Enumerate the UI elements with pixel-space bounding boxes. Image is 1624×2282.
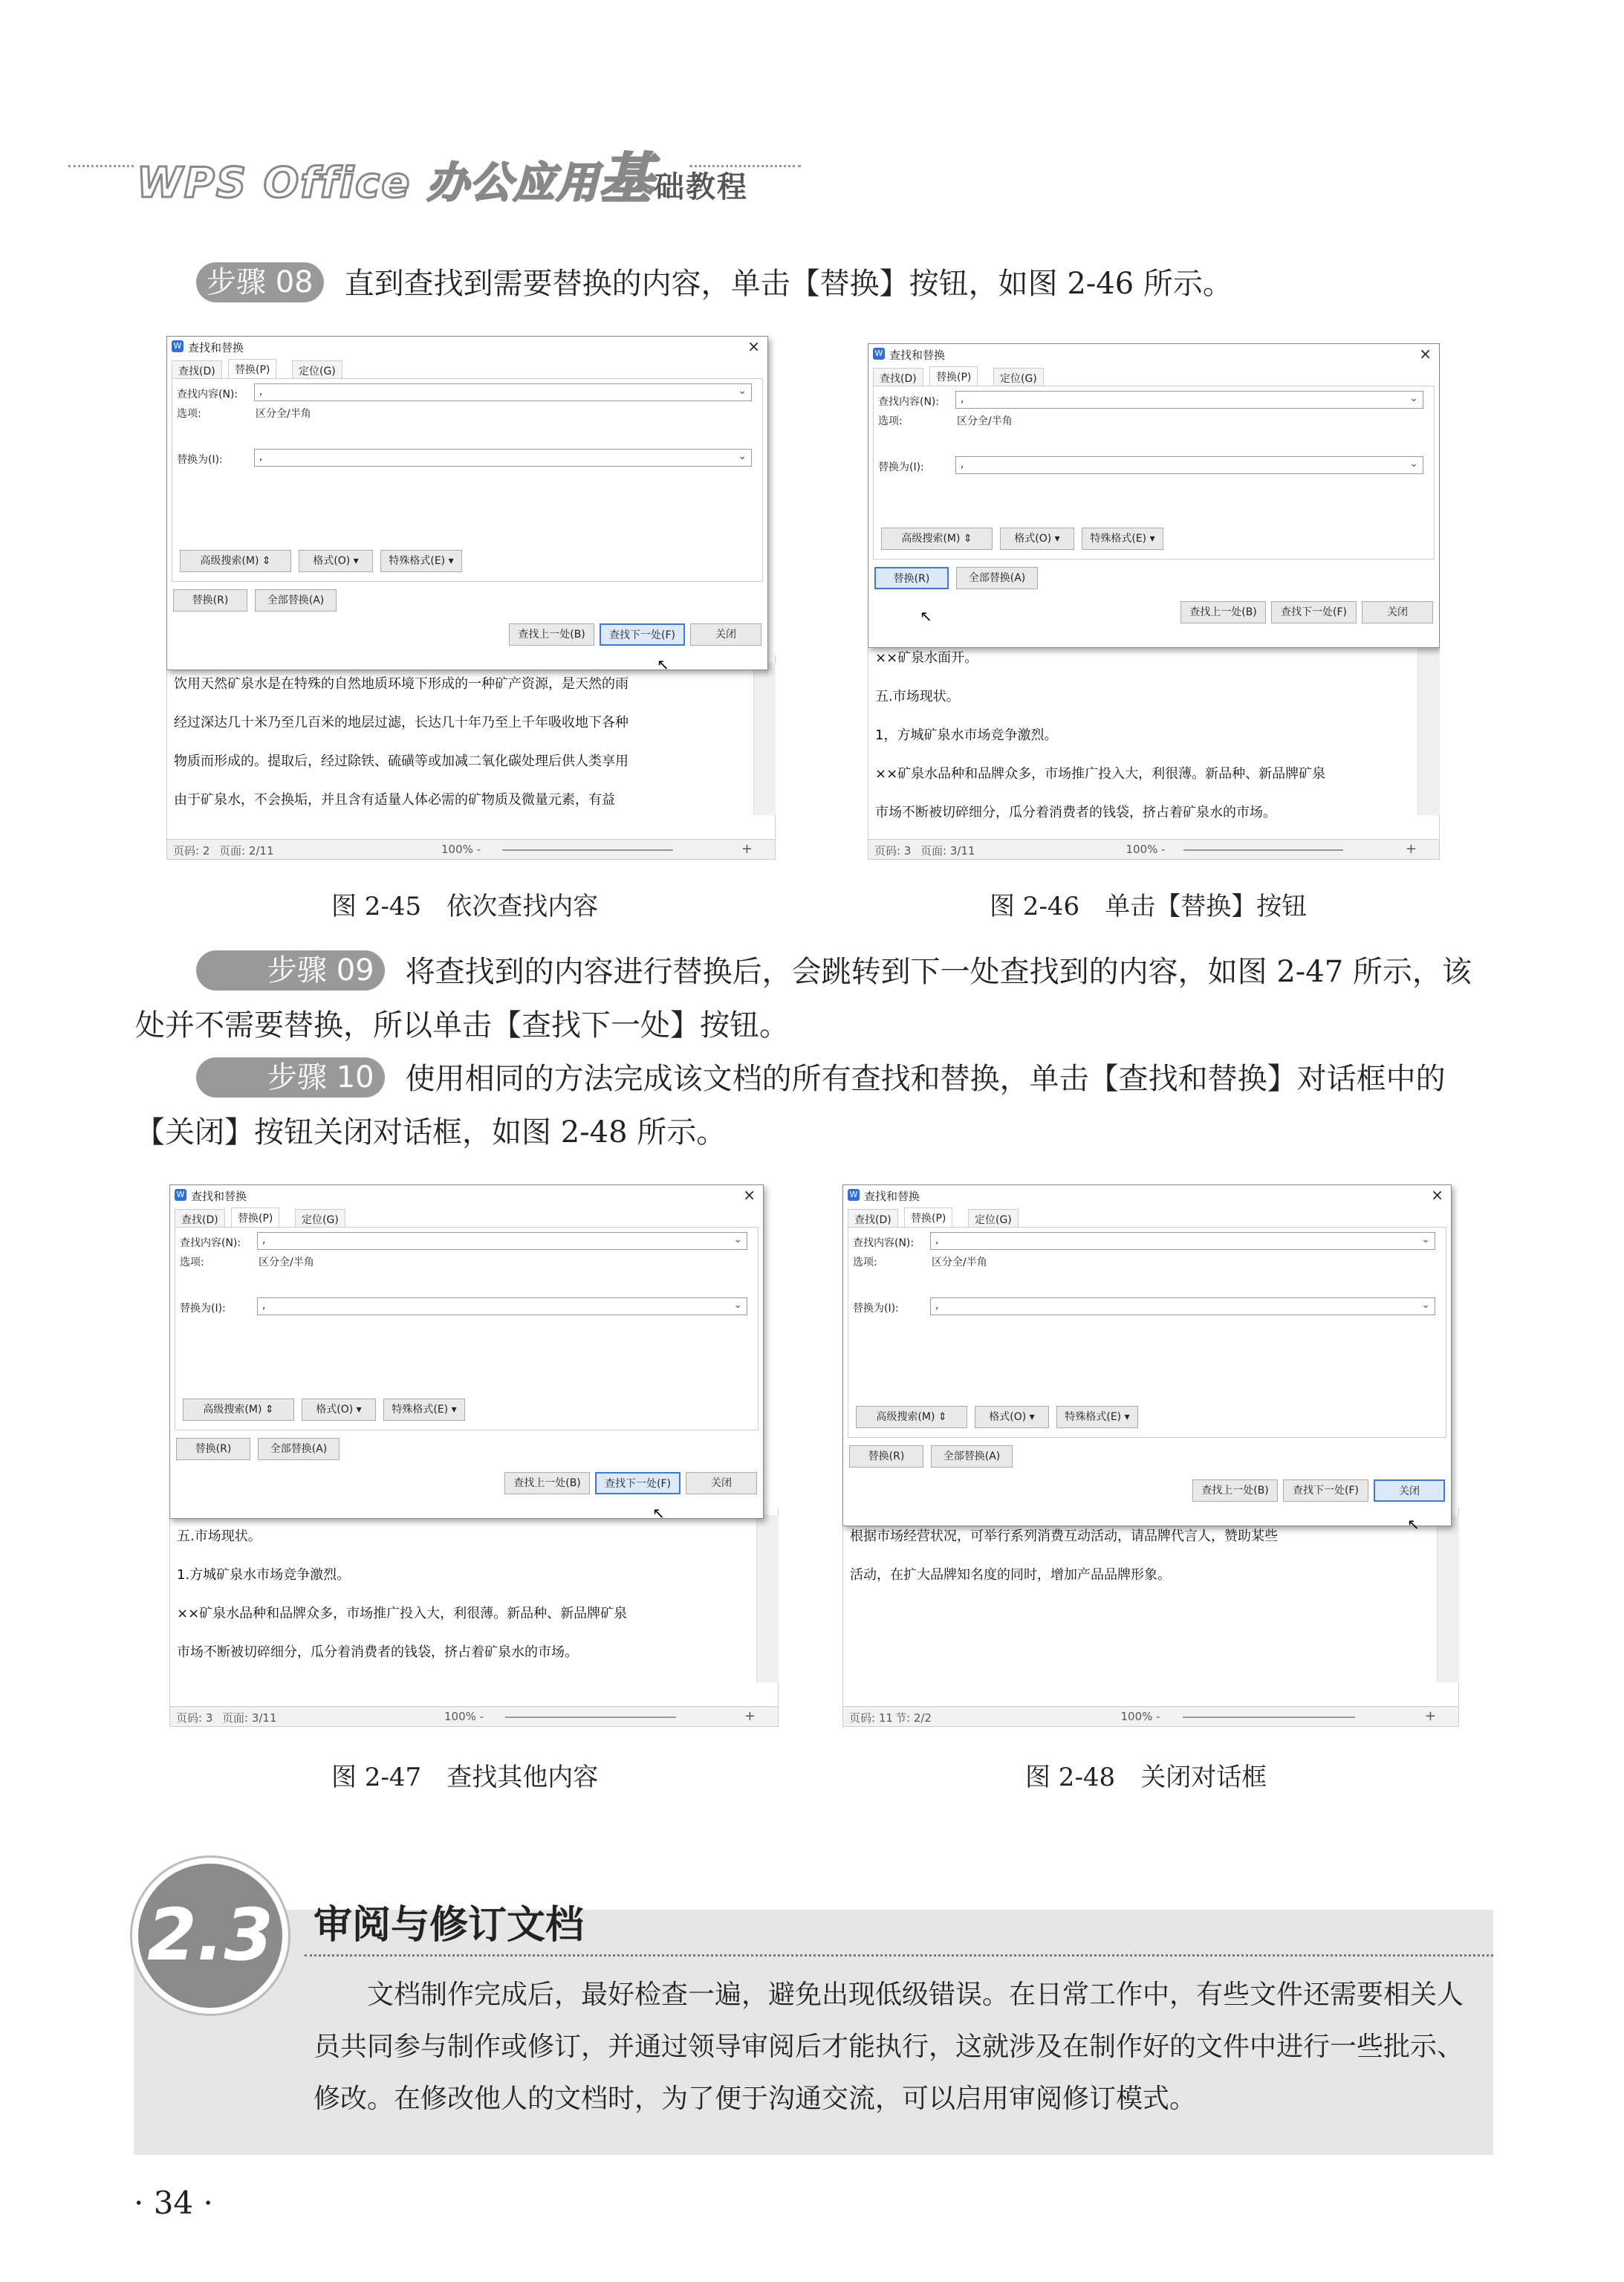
wps-app-icon: W — [175, 1189, 186, 1201]
find-next-button[interactable]: 查找下一处(F) — [595, 1472, 681, 1494]
figure-2-48-caption: 图 2-48 关闭对话框 — [1025, 1763, 1267, 1792]
status-zoom[interactable]: 100% - — [1126, 843, 1166, 856]
document-line: 饮用天然矿泉水是在特殊的自然地质环境下形成的一种矿产资源，是天然的雨 — [174, 676, 629, 692]
replace-label: 替换为(I): — [878, 461, 924, 473]
find-input[interactable]: , ⌄ — [955, 391, 1423, 409]
replace-label: 替换为(I): — [853, 1303, 899, 1315]
find-input[interactable]: , ⌄ — [257, 1232, 747, 1250]
step-10-text: 使用相同的方法完成该文档的所有查找和替换，单击【查找和替换】对话框中的【关闭】按钮关闭对话框，如图 2-48 所示。 — [135, 1062, 1446, 1150]
find-label: 查找内容(N): — [177, 389, 238, 401]
document-line: ××矿泉水面开。 — [875, 650, 978, 666]
close-button[interactable]: 关闭 — [1362, 601, 1433, 623]
find-previous-button[interactable]: 查找上一处(B) — [1192, 1479, 1278, 1502]
chevron-down-icon[interactable]: ⌄ — [1421, 1299, 1430, 1311]
status-bar — [169, 1706, 779, 1727]
mouse-cursor-icon: ↖ — [1407, 1515, 1420, 1533]
replace-all-button[interactable]: 全部替换(A) — [931, 1445, 1013, 1468]
step-08-paragraph — [196, 257, 1504, 311]
status-pages: 节: 2/2 — [895, 1711, 932, 1725]
dialog-title: 查找和替换 — [864, 1190, 920, 1203]
mouse-cursor-icon: ↖ — [652, 1504, 665, 1522]
special-format-button[interactable]: 特殊格式(E) ▾ — [1082, 528, 1163, 550]
document-line: 根据市场经营状况，可举行系列消费互动活动，请品牌代言人，赞助某些 — [850, 1529, 1278, 1544]
find-label: 查找内容(N): — [878, 396, 940, 408]
section-number-badge — [132, 1858, 288, 2014]
tab-goto[interactable]: 定位(G) — [292, 360, 342, 378]
figure-2-45-caption: 图 2-45 依次查找内容 — [331, 892, 599, 921]
section-body: 文档制作完成后，最好检查一遍，避免出现低级错误。在日常工作中，有些文件还需要相关人员共同参与制作或修订，并通过领导审阅后才能执行，这就涉及在制作好的文件中进行一些批示、修改。在修改他人的文档时，为了便于沟通交流，可以启用审阅修订模式。 — [314, 1980, 1464, 2114]
mouse-cursor-icon: ↖ — [920, 607, 932, 625]
chevron-down-icon[interactable]: ⌄ — [1421, 1234, 1430, 1245]
document-line: 市场不断被切碎细分，瓜分着消费者的钱袋，挤占着矿泉水的市场。 — [177, 1644, 578, 1660]
replace-button[interactable]: 替换(R) — [849, 1445, 923, 1468]
step-10-badge: 步骤 10 — [196, 1057, 385, 1098]
replace-panel — [873, 386, 1435, 560]
find-replace-dialog — [842, 1184, 1452, 1526]
dialog-title: 查找和替换 — [191, 1190, 247, 1203]
status-page: 页码: 11 — [849, 1711, 893, 1725]
step-09-badge: 步骤 09 — [196, 950, 385, 991]
tab-find[interactable]: 查找(D) — [175, 1209, 225, 1227]
replace-panel — [175, 1227, 759, 1430]
status-page: 页码: 3 — [874, 844, 912, 858]
special-format-button[interactable]: 特殊格式(E) ▾ — [380, 550, 462, 572]
replace-panel — [172, 378, 763, 582]
document-line: 1.方城矿泉水市场竞争激烈。 — [177, 1567, 351, 1583]
document-line: ××矿泉水品种和品牌众多，市场推广投入大，利很薄。新品种、新品牌矿泉 — [875, 766, 1326, 782]
replace-input[interactable]: , ⌄ — [930, 1297, 1435, 1315]
find-previous-button[interactable]: 查找上一处(B) — [504, 1472, 590, 1494]
figure-2-48-screenshot — [842, 1184, 1459, 1727]
close-icon[interactable]: × — [1419, 345, 1432, 363]
find-next-button[interactable]: 查找下一处(F) — [600, 623, 685, 646]
special-format-button[interactable]: 特殊格式(E) ▾ — [1056, 1406, 1138, 1428]
close-button[interactable]: 关闭 — [686, 1472, 757, 1494]
figure-2-46-screenshot — [868, 343, 1440, 860]
status-page: 页码: 3 — [176, 1711, 213, 1725]
find-next-button[interactable]: 查找下一处(F) — [1283, 1479, 1368, 1502]
format-button[interactable]: 格式(O) ▾ — [975, 1406, 1049, 1428]
zoom-slider[interactable] — [1183, 1717, 1355, 1718]
chevron-down-icon[interactable]: ⌄ — [1409, 392, 1418, 404]
tab-goto[interactable]: 定位(G) — [968, 1209, 1019, 1227]
document-line: 1，方城矿泉水市场竞争激烈。 — [875, 727, 1058, 743]
figure-2-47-caption: 图 2-47 查找其他内容 — [331, 1763, 599, 1792]
dialog-title: 查找和替换 — [188, 341, 244, 354]
tab-replace[interactable]: 替换(P) — [904, 1208, 952, 1228]
status-bar — [868, 839, 1440, 860]
close-button[interactable]: 关闭 — [1374, 1479, 1445, 1502]
zoom-in-icon[interactable]: + — [1424, 1708, 1436, 1724]
dialog-title: 查找和替换 — [889, 349, 946, 362]
format-button[interactable]: 格式(O) ▾ — [302, 1398, 376, 1421]
advanced-search-button[interactable]: 高级搜索(M) ⇕ — [180, 550, 291, 572]
status-zoom[interactable]: 100% - — [1120, 1710, 1160, 1723]
document-line: ××矿泉水品种和品牌众多，市场推广投入大，利很薄。新品种、新品牌矿泉 — [177, 1606, 628, 1621]
vertical-scrollbar[interactable] — [753, 663, 776, 815]
header-rule-left — [68, 165, 134, 167]
chevron-down-icon[interactable]: ⌄ — [738, 450, 747, 462]
replace-button[interactable]: 替换(R) — [176, 1438, 250, 1460]
document-line: 市场不断被切碎细分，瓜分着消费者的钱袋，挤占着矿泉水的市场。 — [875, 805, 1276, 820]
replace-all-button[interactable]: 全部替换(A) — [255, 589, 337, 612]
options-value: 区分全/半角 — [932, 1257, 987, 1268]
replace-input[interactable]: , ⌄ — [955, 456, 1423, 474]
book-title — [137, 135, 748, 213]
tab-goto[interactable]: 定位(G) — [295, 1209, 345, 1227]
document-line: 物质而形成的。提取后，经过除铁、硫磺等或加减二氧化碳处理后供人类享用 — [174, 753, 629, 769]
wps-app-icon: W — [172, 340, 183, 352]
tab-replace[interactable]: 替换(P) — [231, 1208, 279, 1228]
dialog-titlebar — [167, 337, 767, 356]
options-label: 选项: — [180, 1257, 204, 1268]
dialog-titlebar — [170, 1185, 763, 1205]
find-replace-dialog — [169, 1184, 764, 1519]
zoom-slider[interactable] — [1183, 849, 1344, 851]
advanced-search-button[interactable]: 高级搜索(M) ⇕ — [183, 1398, 294, 1421]
tab-find[interactable]: 查找(D) — [848, 1209, 898, 1227]
dialog-titlebar — [868, 344, 1439, 363]
replace-all-button[interactable]: 全部替换(A) — [258, 1438, 340, 1460]
zoom-slider[interactable] — [502, 849, 673, 851]
status-page: 页码: 2 — [173, 844, 210, 858]
wps-app-icon: W — [848, 1189, 860, 1201]
section-number: 2.3 — [146, 1893, 274, 1977]
tab-replace[interactable]: 替换(P) — [929, 366, 978, 386]
tab-find[interactable]: 查找(D) — [873, 368, 923, 386]
figure-2-46-caption: 图 2-46 单击【替换】按钮 — [990, 892, 1308, 921]
find-previous-button[interactable]: 查找上一处(B) — [509, 623, 594, 646]
step-08-text: 直到查找到需要替换的内容，单击【替换】按钮，如图 2-46 所示。 — [344, 267, 1232, 301]
book-title-b: 基 — [599, 147, 655, 210]
status-pages: 页面: 3/11 — [920, 844, 975, 858]
advanced-search-button[interactable]: 高级搜索(M) ⇕ — [881, 528, 993, 550]
vertical-scrollbar[interactable] — [756, 1515, 779, 1682]
vertical-scrollbar[interactable] — [1437, 1515, 1459, 1682]
chevron-down-icon[interactable]: ⌄ — [733, 1299, 742, 1311]
options-value: 区分全/半角 — [957, 415, 1013, 427]
options-label: 选项: — [853, 1257, 877, 1268]
zoom-in-icon[interactable]: + — [741, 841, 753, 857]
document-line: 经过深达几十米乃至几百米的地层过滤，长达几十年乃至上千年吸收地下各种 — [174, 715, 629, 730]
replace-all-button[interactable]: 全部替换(A) — [956, 567, 1038, 589]
find-next-button[interactable]: 查找下一处(F) — [1271, 601, 1357, 623]
find-replace-dialog — [868, 343, 1440, 648]
status-pages: 页面: 3/11 — [222, 1711, 277, 1725]
header-rule-right — [689, 165, 801, 167]
document-line: 五.市场现状。 — [177, 1529, 262, 1544]
zoom-slider[interactable] — [505, 1717, 676, 1718]
format-button[interactable]: 格式(O) ▾ — [299, 550, 373, 572]
close-button[interactable]: 关闭 — [690, 623, 761, 646]
page-number: · 34 · — [134, 2185, 213, 2221]
dialog-titlebar — [843, 1185, 1451, 1205]
document-line: 五.市场现状。 — [875, 689, 960, 704]
vertical-scrollbar[interactable] — [1417, 637, 1440, 815]
replace-button[interactable]: 替换(R) — [874, 567, 949, 589]
tab-replace[interactable]: 替换(P) — [228, 359, 276, 379]
zoom-in-icon[interactable]: + — [1405, 841, 1417, 857]
close-icon[interactable]: × — [1431, 1186, 1443, 1204]
find-previous-button[interactable]: 查找上一处(B) — [1180, 601, 1266, 623]
replace-label: 替换为(I): — [180, 1303, 226, 1315]
step-10-paragraph — [135, 1052, 1495, 1159]
step-08-badge: 步骤 08 — [196, 262, 324, 302]
find-input[interactable]: , ⌄ — [254, 383, 752, 401]
step-09-text: 将查找到的内容进行替换后，会跳转到下一处查找到的内容，如图 2-47 所示，该处并不需要替换，所以单击【查找下一处】按钮。 — [135, 955, 1472, 1043]
step-09-paragraph — [135, 945, 1495, 1052]
replace-input[interactable]: , ⌄ — [257, 1297, 747, 1315]
status-pages: 页面: 2/11 — [219, 844, 274, 858]
section-title-rule — [305, 1954, 1493, 1957]
advanced-search-button[interactable]: 高级搜索(M) ⇕ — [856, 1406, 967, 1428]
figure-2-45-screenshot — [166, 336, 776, 860]
options-value: 区分全/半角 — [256, 408, 311, 420]
figure-2-47-screenshot — [169, 1184, 779, 1727]
book-title-c: 础教程 — [654, 170, 748, 204]
replace-panel — [848, 1227, 1446, 1438]
replace-input[interactable]: , ⌄ — [254, 449, 752, 467]
tab-find[interactable]: 查找(D) — [172, 360, 222, 378]
options-value: 区分全/半角 — [259, 1257, 314, 1268]
find-input[interactable]: , ⌄ — [930, 1232, 1435, 1250]
document-line: 活动，在扩大品牌知名度的同时，增加产品品牌形象。 — [850, 1567, 1171, 1583]
status-zoom[interactable]: 100% - — [441, 843, 481, 856]
status-zoom[interactable]: 100% - — [444, 1710, 484, 1723]
find-label: 查找内容(N): — [853, 1237, 915, 1249]
close-icon[interactable]: × — [743, 1186, 756, 1204]
replace-button[interactable]: 替换(R) — [173, 589, 247, 612]
find-replace-dialog — [166, 336, 768, 670]
status-bar — [166, 839, 776, 860]
format-button[interactable]: 格式(O) ▾ — [1000, 528, 1074, 550]
chevron-down-icon[interactable]: ⌄ — [738, 385, 747, 397]
mouse-cursor-icon: ↖ — [657, 655, 669, 673]
replace-label: 替换为(I): — [177, 454, 223, 466]
close-icon[interactable]: × — [747, 337, 760, 355]
find-label: 查找内容(N): — [180, 1237, 241, 1249]
zoom-in-icon[interactable]: + — [744, 1708, 756, 1724]
status-bar — [842, 1706, 1459, 1727]
book-title-a: WPS Office 办公应用 — [137, 159, 600, 207]
section-title: 审阅与修订文档 — [314, 1903, 585, 1948]
options-label: 选项: — [177, 408, 201, 420]
chevron-down-icon[interactable]: ⌄ — [733, 1234, 742, 1245]
chevron-down-icon[interactable]: ⌄ — [1409, 458, 1418, 470]
special-format-button[interactable]: 特殊格式(E) ▾ — [383, 1398, 465, 1421]
document-line: 由于矿泉水，不会换垢，并且含有适量人体必需的矿物质及微量元素，有益 — [174, 792, 615, 808]
wps-app-icon: W — [873, 348, 885, 360]
options-label: 选项: — [878, 415, 903, 427]
tab-goto[interactable]: 定位(G) — [993, 368, 1044, 386]
